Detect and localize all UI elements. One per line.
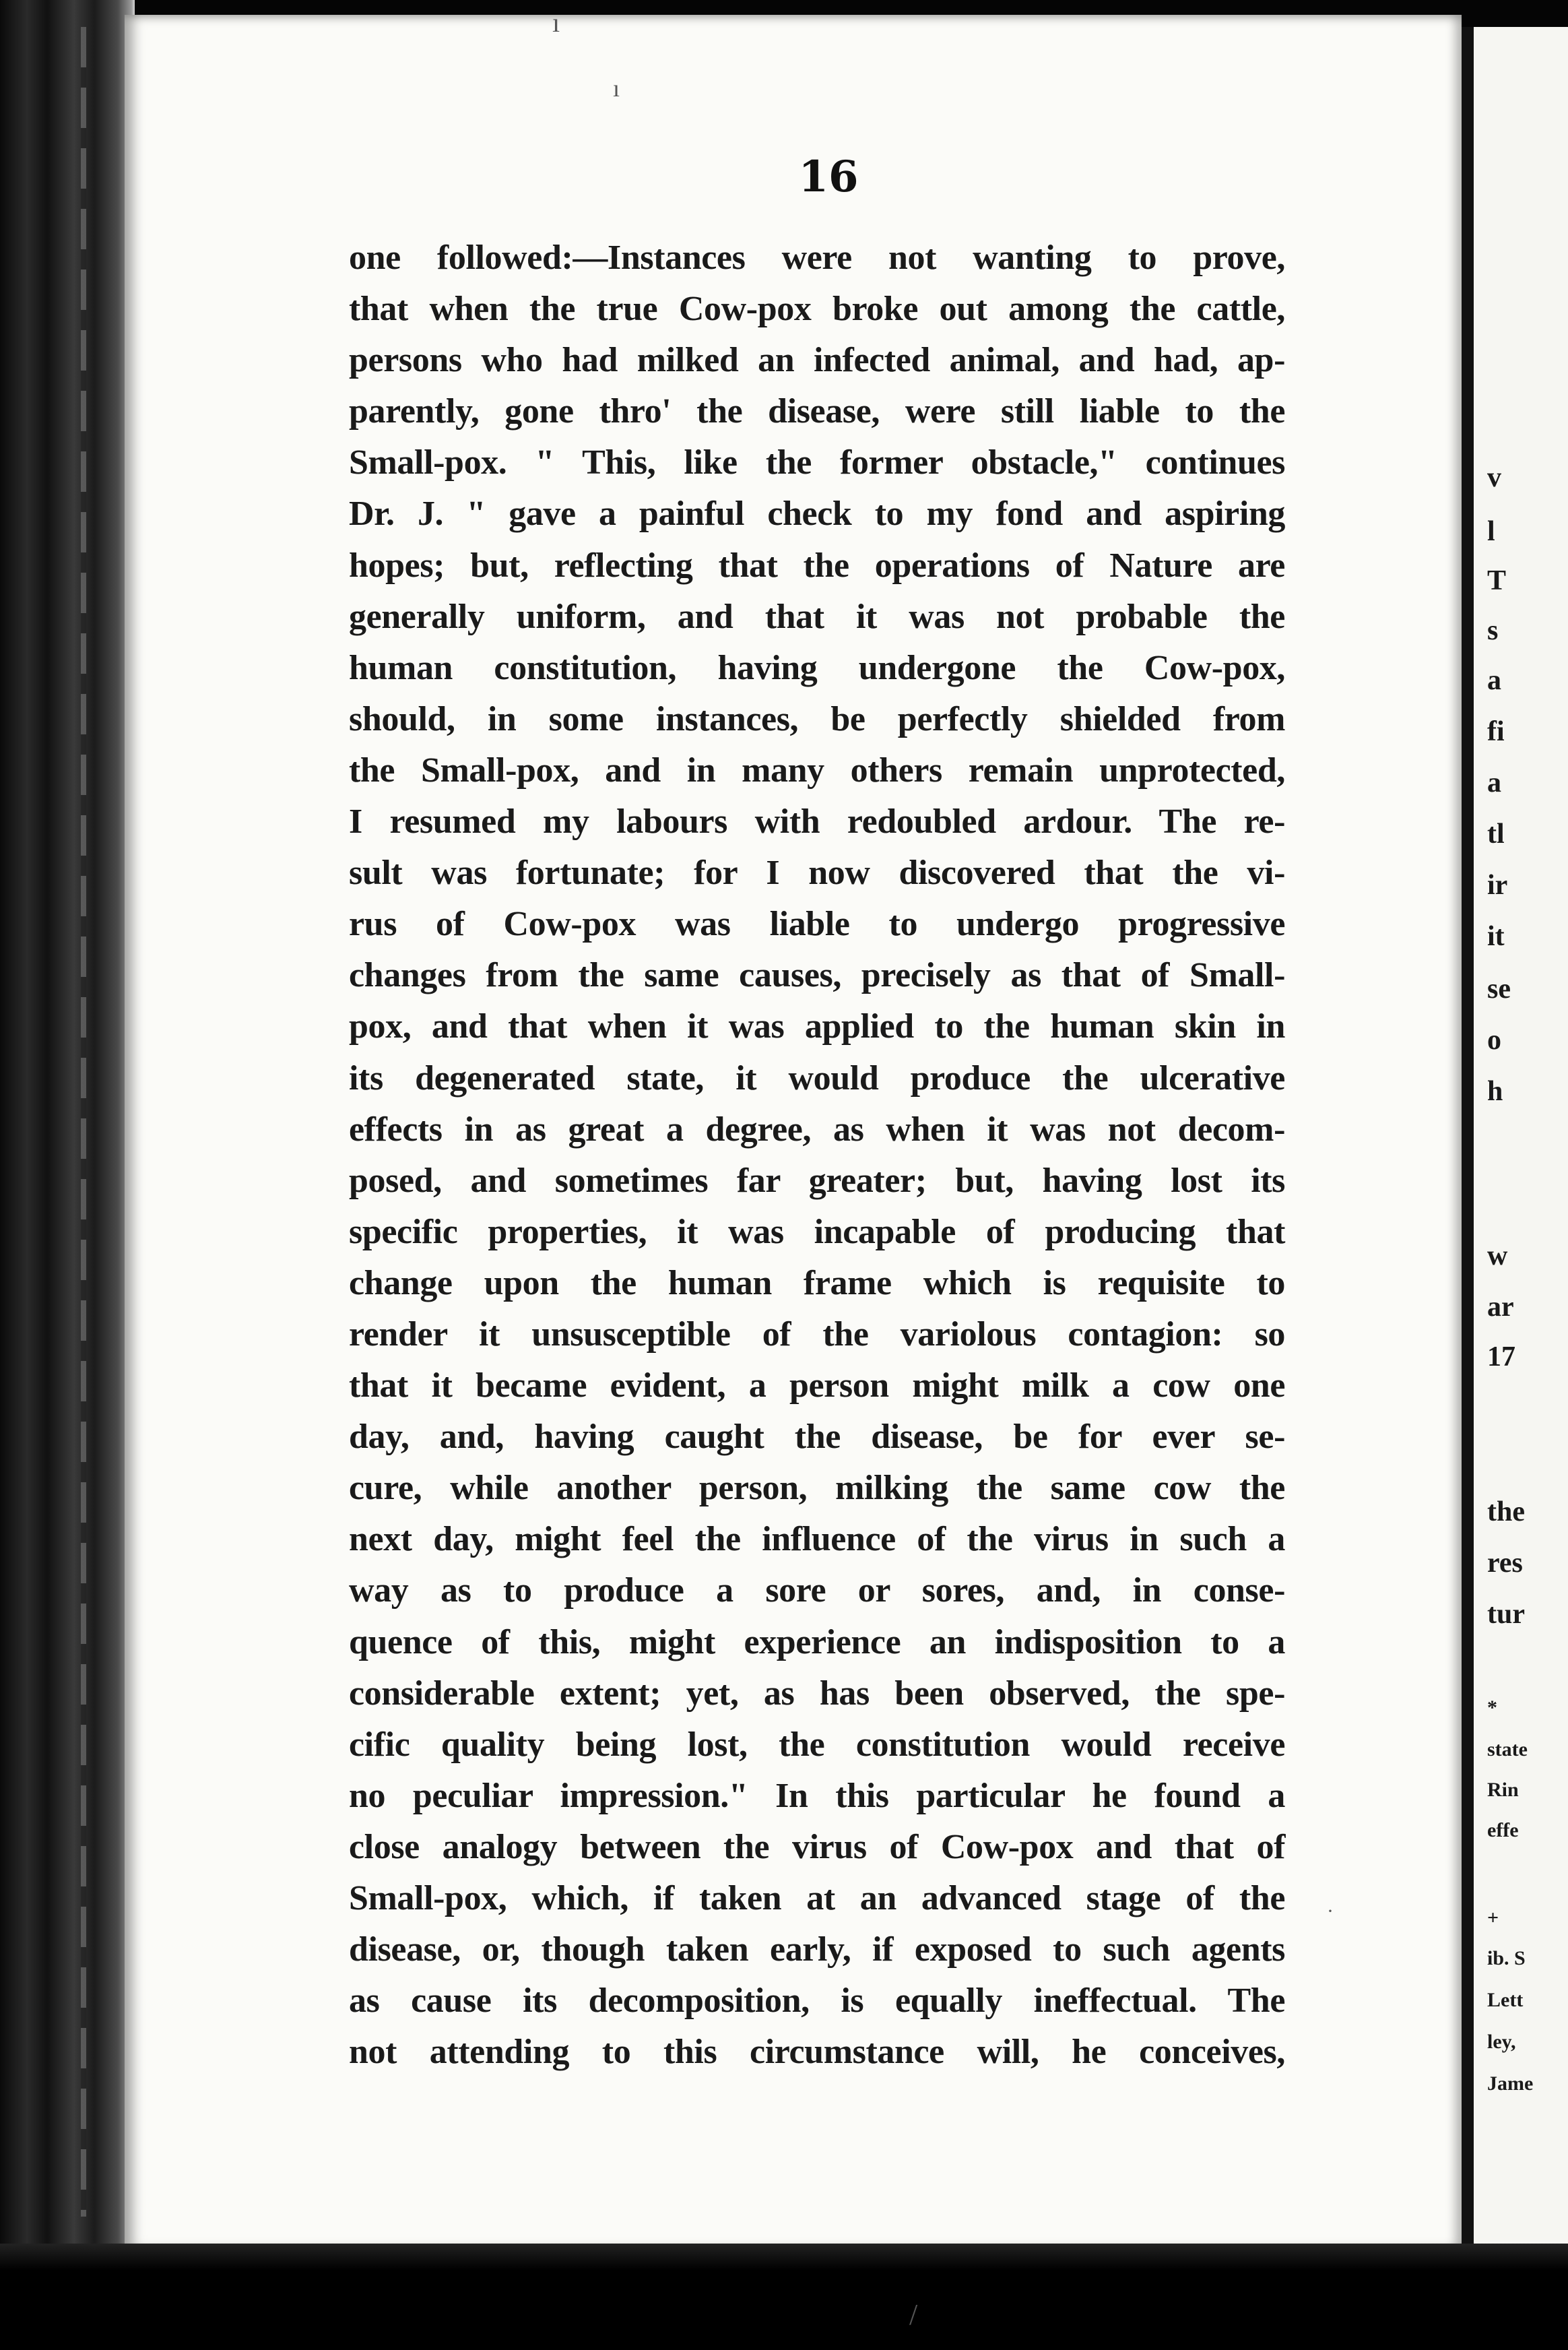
- footnote-fragment: effe: [1487, 1819, 1519, 1841]
- text-line: changes from the same causes, precisely as that of Small-: [349, 956, 1285, 995]
- adjacent-page-edge: [1462, 27, 1568, 2250]
- footnote-fragment: Rin: [1487, 1779, 1519, 1801]
- scan-speck: ·: [1327, 1900, 1334, 1922]
- text-line: disease, or, though taken early, if exposed to such agents: [349, 1930, 1285, 1969]
- footnote-fragment: ley,: [1487, 2031, 1516, 2053]
- text-line: effects in as great a degree, as when it was not decom-: [349, 1110, 1285, 1149]
- text-line: parently, gone thro' the disease, were still liable to the: [349, 392, 1285, 431]
- fragment-line: v: [1487, 462, 1501, 493]
- text-line: I resumed my labours with redoubled ardour. The re-: [349, 802, 1285, 841]
- footnote-fragment: Lett: [1487, 1989, 1524, 2011]
- footnote-fragment: +: [1487, 1907, 1499, 1929]
- fragment-line: it: [1487, 921, 1505, 952]
- text-line: cure, while another person, milking the same cow the: [349, 1469, 1285, 1508]
- text-line: human constitution, having undergone the Cow-pox,: [349, 648, 1285, 687]
- text-line: quence of this, might experience an indisposition to a: [349, 1622, 1285, 1661]
- text-line: one followed:—Instances were not wanting to prove,: [349, 239, 1285, 277]
- text-line: persons who had milked an infected animal, and had, ap-: [349, 341, 1285, 380]
- text-line: close analogy between the virus of Cow-pox and that of: [349, 1827, 1285, 1866]
- text-line: Small-pox, which, if taken at an advanced stage of the: [349, 1879, 1285, 1917]
- fragment-line: fi: [1487, 716, 1505, 747]
- text-line: day, and, having caught the disease, be for ever se-: [349, 1418, 1285, 1457]
- text-line: no peculiar impression." In this particular he found a: [349, 1776, 1285, 1815]
- text-line: cific quality being lost, the constitution would receive: [349, 1725, 1285, 1764]
- text-line: way as to produce a sore or sores, and, in conse-: [349, 1571, 1285, 1610]
- fragment-line: a: [1487, 767, 1501, 798]
- fragment-line: T: [1487, 565, 1507, 596]
- text-line: next day, might feel the influence of the virus in such a: [349, 1520, 1285, 1559]
- footnote-fragment: state: [1487, 1738, 1528, 1760]
- body-text: [349, 232, 1285, 2078]
- text-line: generally uniform, and that it was not probable the: [349, 597, 1285, 636]
- text-line: as cause its decomposition, is equally ineffectual. The: [349, 1981, 1285, 2021]
- fragment-line: a: [1487, 665, 1501, 696]
- fragment-line: s: [1487, 615, 1499, 646]
- text-line: hopes; but, reflecting that the operations of Nature are: [349, 546, 1285, 585]
- text-line: that it became evident, a person might milk a cow one: [349, 1366, 1285, 1405]
- text-line: should, in some instances, be perfectly shielded from: [349, 699, 1285, 738]
- text-line: Dr. J. " gave a painful check to my fond and aspiring: [349, 495, 1285, 534]
- fragment-line: the: [1487, 1496, 1525, 1527]
- text-line: pox, and that when it was applied to the human skin in: [349, 1007, 1285, 1046]
- book-binding-edge: [0, 0, 135, 2264]
- text-line: not attending to this circumstance will, he conceives,: [349, 2033, 1285, 2072]
- text-line: rus of Cow-pox was liable to undergo progressive: [349, 905, 1285, 944]
- text-line: its degenerated state, it would produce the ulcerative: [349, 1058, 1285, 1098]
- fragment-line: ir: [1487, 870, 1508, 901]
- footnote-fragment: Jame: [1487, 2072, 1534, 2095]
- footnote-fragment: ib. S: [1487, 1947, 1526, 1969]
- text-line: the Small-pox, and in many others remain unprotected,: [349, 751, 1285, 790]
- fragment-line: tur: [1487, 1599, 1525, 1630]
- text-line: sult was fortunate; for I now discovered that the vi-: [349, 854, 1285, 893]
- text-line: that when the true Cow-pox broke out among the cattle,: [349, 290, 1285, 329]
- fragment-line: l: [1487, 516, 1495, 547]
- scan-speck: ı: [552, 7, 560, 38]
- text-line: considerable extent; yet, as has been observed, the spe-: [349, 1674, 1285, 1713]
- text-line: render it unsusceptible of the variolous contagion: so: [349, 1314, 1285, 1354]
- fragment-line: w: [1487, 1240, 1508, 1271]
- fragment-line: res: [1487, 1548, 1523, 1579]
- fragment-line: ar: [1487, 1292, 1514, 1323]
- fragment-line: tl: [1487, 819, 1505, 850]
- text-line: posed, and sometimes far greater; but, having lost its: [349, 1161, 1285, 1200]
- text-line: Small-pox. " This, like the former obstacle," continues: [349, 443, 1285, 482]
- scan-speck: ı: [613, 75, 620, 102]
- fragment-line: se: [1487, 974, 1511, 1005]
- text-line: change upon the human frame which is requisite to: [349, 1263, 1285, 1302]
- adjacent-page-text-fragments: [1487, 27, 1568, 2250]
- fragment-line: 17: [1487, 1341, 1515, 1372]
- page-number: 16: [798, 152, 859, 202]
- scan-speck: /: [909, 2298, 918, 2331]
- fragment-line: o: [1487, 1025, 1501, 1056]
- fragment-line: h: [1487, 1076, 1503, 1107]
- text-line: specific properties, it was incapable of producing that: [349, 1212, 1285, 1251]
- scan-bottom-edge: [0, 2244, 1568, 2350]
- footnote-fragment: *: [1487, 1696, 1497, 1719]
